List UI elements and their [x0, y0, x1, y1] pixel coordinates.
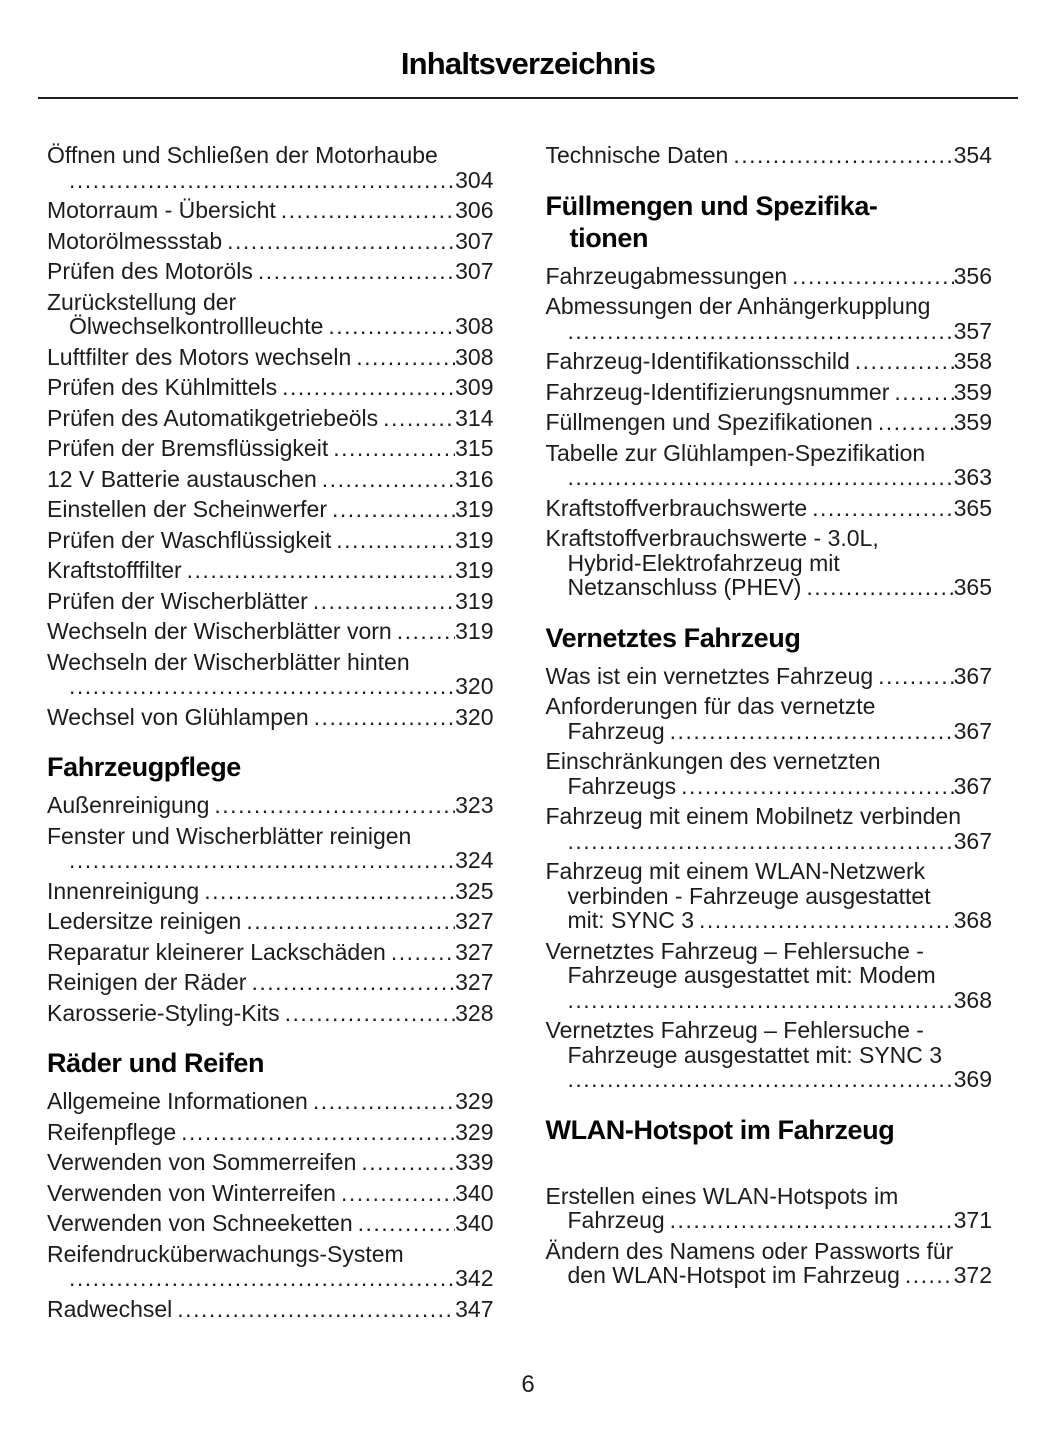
leader-dots: [251, 970, 455, 995]
page-ref-number: 306: [455, 197, 494, 223]
leader-dots: [181, 1120, 455, 1145]
toc-entry-line: [47, 229, 494, 254]
toc-entry-line: [47, 1181, 494, 1206]
toc-entry: [47, 467, 494, 492]
toc-entry-title: Kraftstoffverbrauchswerte: [545, 494, 808, 521]
toc-entry-line: [47, 970, 494, 995]
leader-dots: [314, 705, 455, 730]
page-ref-number: 329: [455, 1088, 494, 1114]
toc-entry-line: [47, 143, 494, 168]
section-spacer: [546, 1156, 993, 1184]
section-heading-line: [546, 190, 993, 222]
leader-dots: [336, 528, 455, 553]
page-ref-number: 365: [953, 494, 992, 521]
page-ref-number: 329: [455, 1118, 494, 1145]
leader-dots: [361, 1150, 455, 1175]
leader-dots: [69, 1266, 455, 1291]
page-ref-number: 308: [455, 343, 494, 370]
toc-entry-title: Fahrzeuge ausgestattet mit: Modem: [567, 962, 936, 988]
toc-entry: [47, 793, 494, 818]
section-heading: [546, 622, 993, 654]
toc-entry-line: [546, 380, 993, 405]
toc-entry: [47, 1181, 494, 1206]
toc-entry-title: Fahrzeug-Identifikationsschild: [545, 348, 850, 374]
leader-dots: [855, 349, 954, 374]
toc-entry-line: [47, 1242, 494, 1267]
toc-entry-line: [546, 294, 993, 319]
page-ref-number: 356: [953, 262, 992, 289]
toc-entry-line: [47, 375, 494, 400]
toc-entry-title: Hybrid-Elektrofahrzeug mit: [567, 549, 840, 576]
toc-entry: [546, 694, 993, 743]
page-ref-number: 347: [455, 1295, 494, 1322]
toc-entry-title: Prüfen der Wischerblätter: [47, 587, 308, 614]
toc-entry-line: [47, 589, 494, 614]
leader-dots: [358, 1211, 456, 1236]
leader-dots: [332, 497, 455, 522]
leader-dots: [812, 496, 953, 521]
toc-entry: [47, 909, 494, 934]
toc-entry-line: [546, 1067, 993, 1092]
leader-dots: [227, 229, 455, 254]
toc-entry: [47, 619, 494, 644]
toc-entry: [546, 349, 993, 374]
toc-entry-title: Wechseln der Wischerblätter vorn: [47, 618, 392, 644]
toc-entry-line: [546, 774, 993, 799]
toc-entry-line: [47, 528, 494, 553]
page-ref-number: 359: [953, 409, 992, 435]
toc-entry-title: Öffnen und Schließen der Motorhaube: [47, 142, 438, 168]
page-ref-number: 367: [953, 717, 992, 744]
toc-entry-title: Innenreinigung: [47, 877, 200, 904]
page-ref-number: 304: [455, 166, 494, 193]
page-ref-number: 327: [455, 938, 494, 965]
toc-entry-title: Reifendrucküberwachungs-System: [47, 1240, 404, 1267]
toc-entry: [47, 589, 494, 614]
page-footer-number: 6: [521, 1371, 535, 1398]
toc-entry-title: Kraftstoffverbrauchswerte - 3.0L,: [545, 525, 879, 551]
toc-entry-line: [546, 1184, 993, 1209]
page-ref-number: 319: [455, 587, 494, 614]
toc-entry-title: Erstellen eines WLAN-Hotspots im: [545, 1182, 899, 1209]
toc-entry: [47, 406, 494, 431]
toc-entry-line: [47, 650, 494, 675]
leader-dots: [187, 558, 455, 583]
toc-entry-title: Fahrzeugabmessungen: [545, 262, 788, 289]
page-ref-number: 316: [455, 465, 494, 492]
toc-entry-line: [47, 1001, 494, 1026]
toc-entry-line: [47, 259, 494, 284]
toc-entry-line: [47, 674, 494, 699]
toc-entry-line: [47, 467, 494, 492]
toc-entry-line: [546, 664, 993, 689]
page-ref-number: 359: [953, 378, 992, 405]
leader-dots: [246, 909, 455, 934]
section-heading-text: Vernetztes Fahrzeug: [545, 622, 801, 653]
page-ref-number: 307: [455, 258, 494, 284]
toc-entry-line: [47, 406, 494, 431]
toc-column-left: [47, 143, 494, 1327]
leader-dots: [670, 719, 954, 744]
toc-entry: [546, 804, 993, 853]
toc-entry-line: [47, 436, 494, 461]
leader-dots: [878, 664, 953, 689]
toc-entry-title: Luftfilter des Motors wechseln: [47, 343, 352, 370]
toc-entry: [47, 650, 494, 699]
leader-dots: [733, 143, 953, 168]
toc-entry-line: [47, 879, 494, 904]
leader-dots: [177, 1297, 455, 1322]
toc-entry-title: Verwenden von Schneeketten: [47, 1210, 353, 1236]
page-ref-number: 319: [455, 526, 494, 553]
leader-dots: [69, 848, 455, 873]
toc-entry-line: [546, 694, 993, 719]
toc-entry: [47, 558, 494, 583]
toc-entry-line: [47, 558, 494, 583]
section-heading: [546, 1114, 993, 1146]
toc-entry-title: Prüfen der Waschflüssigkeit: [47, 526, 332, 553]
toc-entry-line: [47, 314, 494, 339]
toc-entry: [546, 749, 993, 798]
toc-entry-title: Prüfen des Motoröls: [47, 258, 253, 284]
leader-dots: [313, 589, 455, 614]
page-ref-number: 339: [455, 1149, 494, 1175]
leader-dots: [204, 879, 455, 904]
toc-entry-line: [546, 441, 993, 466]
toc-entry-line: [546, 526, 993, 551]
toc-entry: [47, 497, 494, 522]
toc-entry-title: Karosserie-Styling-Kits: [47, 999, 280, 1026]
toc-entry-title: Wechseln der Wischerblätter hinten: [47, 648, 410, 675]
toc-entry-line: [546, 884, 993, 909]
toc-entry-title: Wechsel von Glühlampen: [47, 703, 309, 730]
page-ref-number: 367: [953, 827, 992, 854]
toc-entry-line: [546, 829, 993, 854]
toc-entry-title: Außenreinigung: [47, 792, 210, 818]
toc-columns: [0, 99, 1056, 1327]
leader-dots: [322, 467, 455, 492]
toc-entry-title: Ledersitze reinigen: [47, 908, 242, 934]
toc-entry: [47, 290, 494, 339]
toc-entry: [47, 375, 494, 400]
toc-entry: [47, 1150, 494, 1175]
toc-entry-title: Fahrzeuge ausgestattet mit: SYNC 3: [567, 1041, 943, 1068]
toc-entry-line: [47, 345, 494, 370]
toc-entry-title: Anforderungen für das vernetzte: [545, 693, 876, 719]
toc-entry-title: Motorölmessstab: [47, 227, 223, 254]
toc-entry: [546, 859, 993, 933]
toc-entry-line: [546, 465, 993, 490]
leader-dots: [69, 674, 455, 699]
page-ref-number: 367: [953, 772, 992, 799]
toc-entry-title: Vernetztes Fahrzeug – Fehlersuche -: [545, 937, 924, 964]
section-heading-line: [47, 751, 494, 783]
toc-entry: [546, 410, 993, 435]
toc-entry-line: [47, 1297, 494, 1322]
toc-entry-title: Netzanschluss (PHEV): [567, 574, 802, 600]
page-ref-number: 354: [953, 142, 992, 168]
toc-entry: [546, 264, 993, 289]
toc-entry-line: [546, 749, 993, 774]
toc-entry-line: [546, 410, 993, 435]
section-heading-text: Füllmengen und Spezifika-: [545, 190, 878, 221]
toc-entry-line: [47, 168, 494, 193]
toc-entry: [546, 294, 993, 343]
toc-entry-line: [47, 793, 494, 818]
toc-entry: [47, 345, 494, 370]
toc-entry-title: Fahrzeug-Identifizierungsnummer: [545, 378, 890, 405]
page-ref-number: 319: [455, 557, 494, 583]
toc-entry-line: [546, 988, 993, 1013]
page-ref-number: 315: [455, 435, 494, 461]
toc-entry-title: Abmessungen der Anhängerkupplung: [545, 293, 931, 319]
toc-entry: [47, 1242, 494, 1291]
page-ref-number: 340: [455, 1210, 494, 1236]
toc-entry: [47, 970, 494, 995]
section-heading-line: [546, 1114, 993, 1146]
toc-entry-line: [47, 909, 494, 934]
toc-entry-title: Reparatur kleinerer Lackschäden: [47, 938, 386, 965]
toc-entry: [47, 198, 494, 223]
toc-entry-line: [47, 198, 494, 223]
toc-entry-title: verbinden - Fahrzeuge ausgestattet: [567, 882, 931, 909]
toc-entry: [546, 380, 993, 405]
toc-entry: [47, 1001, 494, 1026]
toc-entry: [546, 1018, 993, 1092]
toc-entry-title: mit: SYNC 3: [567, 907, 695, 933]
page-ref-number: 371: [953, 1207, 992, 1233]
leader-dots: [341, 1181, 455, 1206]
toc-entry-line: [47, 497, 494, 522]
toc-entry-title: 12 V Batterie austauschen: [47, 465, 317, 492]
leader-dots: [568, 319, 954, 344]
page-ref-number: 368: [953, 907, 992, 933]
leader-dots: [878, 410, 954, 435]
toc-entry-line: [47, 1211, 494, 1236]
leader-dots: [285, 1001, 455, 1026]
toc-entry-line: [47, 705, 494, 730]
toc-entry-line: [546, 1018, 993, 1043]
toc-entry-line: [47, 619, 494, 644]
page-ref-number: 325: [455, 877, 494, 904]
leader-dots: [670, 1208, 954, 1233]
toc-entry: [47, 1089, 494, 1114]
toc-entry-line: [546, 859, 993, 884]
page-ref-number: 307: [455, 227, 494, 254]
toc-entry-title: Reinigen der Räder: [47, 969, 247, 995]
toc-entry: [546, 664, 993, 689]
section-heading: [546, 190, 993, 254]
toc-entry-title: Einstellen der Scheinwerfer: [47, 496, 327, 522]
toc-entry-line: [47, 824, 494, 849]
page-ref-number: 340: [455, 1179, 494, 1206]
page-ref-number: 327: [455, 908, 494, 934]
toc-entry-line: [47, 1120, 494, 1145]
toc-entry-line: [47, 1150, 494, 1175]
section-heading-text: tionen: [569, 222, 649, 253]
page-ref-number: 365: [953, 574, 992, 600]
leader-dots: [282, 375, 455, 400]
toc-entry-line: [47, 940, 494, 965]
toc-entry: [546, 441, 993, 490]
leader-dots: [568, 829, 954, 854]
section-heading-line: [546, 622, 993, 654]
leader-dots: [258, 259, 455, 284]
toc-entry: [546, 1239, 993, 1288]
toc-entry-line: [546, 496, 993, 521]
toc-entry-title: Fenster und Wischerblätter reinigen: [47, 822, 412, 849]
toc-entry-title: Fahrzeug: [567, 717, 665, 744]
page-ref-number: 369: [953, 1066, 992, 1092]
toc-entry-line: [546, 1263, 993, 1288]
leader-dots: [391, 940, 455, 965]
leader-dots: [333, 436, 455, 461]
toc-entry: [47, 1120, 494, 1145]
toc-entry-title: Prüfen des Automatikgetriebeöls: [47, 404, 379, 431]
toc-entry-line: [546, 319, 993, 344]
toc-entry-title: den WLAN-Hotspot im Fahrzeug: [567, 1262, 900, 1288]
leader-dots: [328, 314, 455, 339]
toc-entry-title: Fahrzeug mit einem WLAN-Netzwerk: [545, 858, 926, 884]
toc-entry-title: Motorraum - Übersicht: [47, 197, 276, 223]
toc-entry-title: Ändern des Namens oder Passworts für: [545, 1237, 954, 1264]
toc-entry-title: Kraftstofffilter: [47, 557, 182, 583]
toc-entry: [47, 940, 494, 965]
page-ref-number: 328: [455, 999, 494, 1026]
toc-entry-title: Radwechsel: [47, 1295, 173, 1322]
toc-entry-line: [546, 1043, 993, 1068]
toc-entry: [47, 1297, 494, 1322]
toc-entry-title: Ölwechselkontrollleuchte: [69, 313, 324, 339]
leader-dots: [281, 198, 455, 223]
page-ref-number: 320: [455, 703, 494, 730]
toc-entry-line: [546, 719, 993, 744]
leader-dots: [681, 774, 953, 799]
leader-dots: [792, 264, 953, 289]
toc-entry-title: Einschränkungen des vernetzten: [545, 748, 881, 774]
toc-entry-title: Fahrzeug mit einem Mobilnetz verbinden: [545, 803, 961, 829]
toc-entry-title: Verwenden von Sommerreifen: [47, 1149, 357, 1175]
page-ref-number: 319: [455, 618, 494, 644]
section-heading-line: [546, 222, 993, 254]
toc-entry-line: [47, 1266, 494, 1291]
toc-entry-line: [546, 575, 993, 600]
toc-entry-title: Was ist ein vernetztes Fahrzeug: [545, 662, 874, 689]
toc-entry: [546, 526, 993, 600]
toc-entry-title: Reifenpflege: [47, 1118, 177, 1145]
toc-entry-line: [47, 848, 494, 873]
leader-dots: [568, 465, 954, 490]
toc-entry-title: Vernetztes Fahrzeug – Fehlersuche -: [545, 1017, 924, 1043]
toc-column-right: [546, 143, 993, 1327]
toc-entry-title: Allgemeine Informationen: [47, 1088, 308, 1114]
toc-entry: [546, 939, 993, 1013]
toc-entry: [546, 1184, 993, 1233]
toc-entry-title: Tabelle zur Glühlampen-Spezifikation: [545, 439, 926, 466]
leader-dots: [214, 793, 455, 818]
page-ref-number: 320: [455, 673, 494, 699]
leader-dots: [894, 380, 953, 405]
section-heading-text: Fahrzeugpflege: [47, 752, 241, 782]
toc-entry-line: [546, 939, 993, 964]
section-heading: [47, 751, 494, 783]
toc-entry-line: [47, 1089, 494, 1114]
leader-dots: [397, 619, 455, 644]
section-heading: [47, 1047, 494, 1079]
section-heading-text: Räder und Reifen: [47, 1048, 265, 1078]
page-ref-number: 367: [953, 662, 992, 689]
toc-entry: [47, 705, 494, 730]
leader-dots: [313, 1089, 455, 1114]
leader-dots: [568, 988, 954, 1013]
page-ref-number: 368: [953, 986, 992, 1013]
toc-entry-line: [47, 290, 494, 315]
toc-entry-line: [546, 143, 993, 168]
toc-entry-title: Prüfen des Kühlmittels: [47, 374, 278, 400]
toc-entry: [47, 1211, 494, 1236]
toc-entry: [47, 528, 494, 553]
toc-entry-title: Verwenden von Winterreifen: [47, 1179, 336, 1206]
page-ref-number: 308: [455, 313, 494, 339]
page-ref-number: 363: [953, 464, 992, 490]
toc-entry: [47, 824, 494, 873]
section-heading-line: [47, 1047, 494, 1079]
leader-dots: [905, 1263, 954, 1288]
leader-dots: [383, 406, 455, 431]
leader-dots: [699, 908, 954, 933]
toc-entry-title: Fahrzeugs: [567, 772, 677, 799]
toc-entry-line: [546, 264, 993, 289]
page-ref-number: 319: [455, 496, 494, 522]
leader-dots: [568, 1067, 954, 1092]
toc-entry-title: Füllmengen und Spezifikationen: [545, 409, 873, 435]
page-ref-number: 358: [953, 348, 992, 374]
toc-entry-line: [546, 1208, 993, 1233]
toc-entry-title: Fahrzeug: [567, 1207, 665, 1233]
section-heading-text: WLAN-Hotspot im Fahrzeug: [545, 1114, 895, 1145]
toc-entry: [546, 143, 993, 168]
toc-entry: [47, 879, 494, 904]
page-ref-number: 324: [455, 847, 494, 873]
toc-entry: [47, 229, 494, 254]
toc-entry-line: [546, 349, 993, 374]
toc-entry-line: [546, 963, 993, 988]
toc-entry: [47, 259, 494, 284]
toc-entry-title: Zurückstellung der: [47, 288, 237, 315]
toc-entry: [47, 436, 494, 461]
toc-entry-line: [546, 1239, 993, 1264]
toc-entry-line: [546, 908, 993, 933]
toc-entry-title: Prüfen der Bremsflüssigkeit: [47, 435, 329, 461]
toc-entry: [546, 496, 993, 521]
page-ref-number: 357: [953, 317, 992, 344]
page-ref-number: 372: [953, 1262, 992, 1288]
toc-entry-title: Technische Daten: [545, 142, 729, 168]
leader-dots: [69, 168, 455, 193]
leader-dots: [356, 345, 455, 370]
page-ref-number: 342: [455, 1265, 494, 1291]
leader-dots: [806, 575, 953, 600]
toc-entry-line: [546, 804, 993, 829]
toc-entry: [47, 143, 494, 192]
page-ref-number: 314: [455, 404, 494, 431]
toc-entry-line: [546, 551, 993, 576]
page-ref-number: 309: [455, 374, 494, 400]
page-ref-number: 327: [455, 969, 494, 995]
page-title: Inhaltsverzeichnis: [400, 46, 656, 81]
page-ref-number: 323: [455, 792, 494, 818]
